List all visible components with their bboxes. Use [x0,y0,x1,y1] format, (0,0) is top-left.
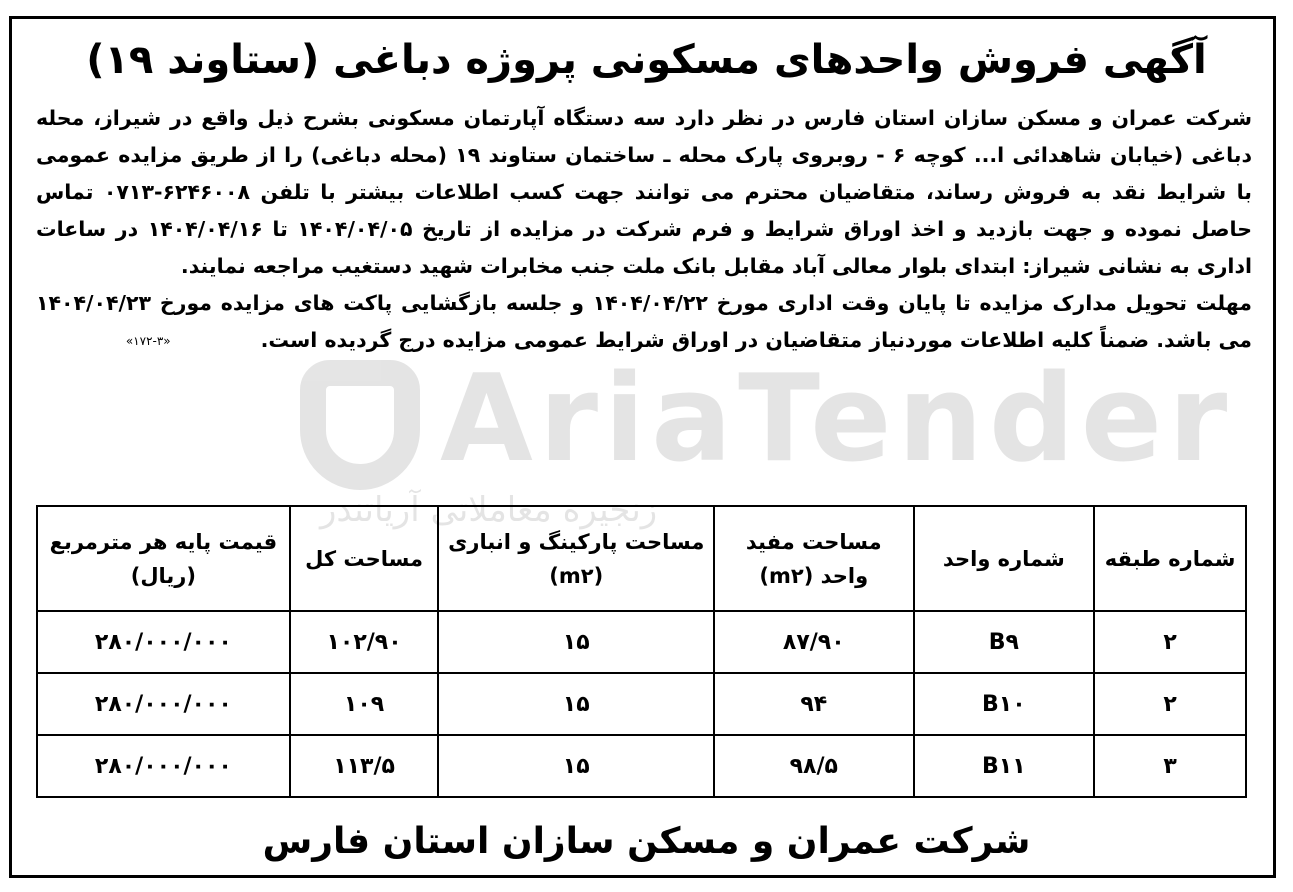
cell-useful-area: ۹۴ [714,673,913,735]
cell-base-price: ۲۸۰/۰۰۰/۰۰۰ [37,611,290,673]
cell-total-area: ۱۱۳/۵ [290,735,439,797]
header-unit: شماره واحد [914,506,1095,611]
notice-body [36,100,1252,360]
cell-parking-storage: ۱۵ [438,735,714,797]
notice-paragraph-2-text: مهلت تحویل مدارک مزایده تا پایان وقت اداری مورخ ۱۴۰۴/۰۴/۲۲ و جلسه بازگشایی پاکت های مزایده مورخ ۱۴۰۴/۰۴/۲۳ می باشد. ضمناً کلیه اطلاعات موردنیاز متقاضیان در اوراق شرایط عمومی مزایده درج گردیده است. [36,291,1252,352]
header-total-area: مساحت کل [290,506,439,611]
company-signature: شرکت عمران و مسکن سازان استان فارس [262,821,1031,862]
watermark-brand: AriaTender [440,350,1234,489]
cell-parking-storage: ۱۵ [438,611,714,673]
cell-floor: ۲ [1094,673,1246,735]
notice-paragraph-1: شرکت عمران و مسکن سازان استان فارس در نظر دارد سه دستگاه آپارتمان مسکونی بشرح ذیل واقع در شیراز، محله دباغی (خیابان شاهدائی ا... کوچه ۶ - روبروی پارک محله ـ ساختمان ستاوند ۱۹ (محله دباغی) را از طریق مزایده عمومی با شرایط نقد به فروش رساند، متقاضیان محترم می توانند جهت کسب اطلاعات بیشتر با تلفن ۶۲۴۶۰۰۸-۰۷۱۳ تماس حاصل نموده و جهت بازدید و اخذ اوراق شرایط و فرم شرکت در مزایده از تاریخ ۱۴۰۴/۰۴/۰۵ تا ۱۴۰۴/۰۴/۱۶ در ساعات اداری به نشانی شیراز: ابتدای بلوار معالی آباد مقابل بانک ملت جنب مخابرات شهید دستغیب مراجعه نمایند. [36,106,1252,278]
reference-code: «۱۷۲-۳» [125,333,171,348]
header-base-price: قیمت پایه هر مترمربع (ریال) [37,506,290,611]
cell-base-price: ۲۸۰/۰۰۰/۰۰۰ [37,673,290,735]
cell-total-area: ۱۰۹ [290,673,439,735]
notice-paragraph-2 [36,285,1252,360]
table-row [37,611,1246,673]
cell-base-price: ۲۸۰/۰۰۰/۰۰۰ [37,735,290,797]
cell-floor: ۲ [1094,611,1246,673]
cell-unit: B۱۱ [914,735,1095,797]
notice-title: آگهی فروش واحدهای مسکونی پروژه دباغی (ستاوند ۱۹) [86,37,1207,83]
table-header-row [37,506,1246,611]
cell-unit: B۱۰ [914,673,1095,735]
header-useful-area: مساحت مفید واحد (m۲) [714,506,913,611]
cell-useful-area: ۹۸/۵ [714,735,913,797]
cell-useful-area: ۸۷/۹۰ [714,611,913,673]
cell-parking-storage: ۱۵ [438,673,714,735]
cell-total-area: ۱۰۲/۹۰ [290,611,439,673]
units-table [36,505,1247,798]
cell-unit: B۹ [914,611,1095,673]
header-parking-storage: مساحت پارکینگ و انباری (m۲) [438,506,714,611]
watermark-tagline: زنجیره معاملاتی آریاتندر [320,490,658,530]
cell-floor: ۳ [1094,735,1246,797]
header-floor: شماره طبقه [1094,506,1246,611]
table-row [37,673,1246,735]
table-row [37,735,1246,797]
